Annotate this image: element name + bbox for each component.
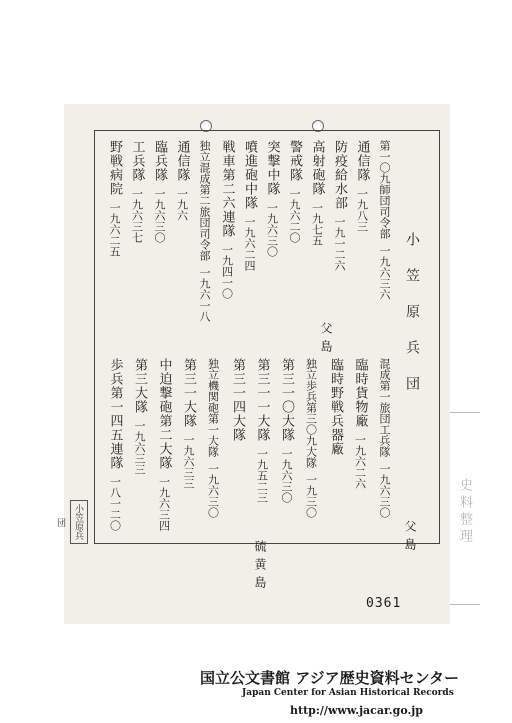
unit-column xyxy=(107,358,123,531)
unit-name: 臨兵隊 xyxy=(152,140,167,182)
unit-count: 一九六三七 xyxy=(130,188,144,243)
unit-count: 一九七五 xyxy=(310,202,324,246)
archive-stamp: 小笠原兵団 xyxy=(70,500,88,544)
unit-count: 一九四一〇 xyxy=(220,244,234,299)
unit-count: 一九六二五 xyxy=(108,202,121,257)
unit-column xyxy=(205,358,221,518)
page-number: 0361 xyxy=(366,596,402,611)
unit-count: 一九六三〇 xyxy=(153,188,166,243)
unit-count: 一九八三 xyxy=(355,188,369,232)
unit-name: 突撃中隊 xyxy=(264,140,280,196)
footer-org-en: Japan Center for Asian Historical Records xyxy=(242,688,454,698)
unit-column xyxy=(219,140,235,299)
unit-column xyxy=(264,140,280,257)
unit-count: 一八一二〇 xyxy=(108,476,122,531)
unit-name: 噴進砲中隊 xyxy=(242,140,257,210)
unit-count: 一九六二六 xyxy=(353,434,367,489)
unit-count: 一九六三三 xyxy=(133,420,146,475)
unit-column xyxy=(309,140,325,246)
unit-column xyxy=(156,358,172,531)
unit-column xyxy=(174,140,190,221)
unit-column xyxy=(376,140,392,300)
unit-name: 戦車第二六連隊 xyxy=(219,140,235,238)
unit-column xyxy=(303,358,319,518)
unit-count: 一九六三六 xyxy=(378,245,391,300)
unit-name: 警戒隊 xyxy=(287,140,302,182)
unit-column xyxy=(331,140,347,271)
unit-column xyxy=(241,140,257,271)
unit-name: 通信隊 xyxy=(174,140,190,182)
unit-name: 第三大隊 xyxy=(132,358,147,414)
unit-column xyxy=(354,140,370,232)
unit-column xyxy=(254,358,270,503)
unit-count: 一九六三三 xyxy=(182,434,195,489)
unit-name: 高射砲隊 xyxy=(309,140,325,196)
unit-name: 混成第一旅団工兵隊 xyxy=(378,358,391,457)
footer-org-ja: 国立公文書館 アジア歴史資料センター xyxy=(200,669,460,687)
unit-column xyxy=(180,358,196,489)
unit-name: 第一〇九師団司令部 xyxy=(378,140,391,239)
divider xyxy=(450,412,480,413)
unit-name: 臨時貨物廠 xyxy=(352,358,368,428)
footer-url: http://www.jacar.go.jp xyxy=(290,704,423,717)
unit-column xyxy=(229,358,245,448)
unit-name: 野戦病院 xyxy=(107,140,122,196)
unit-count: 一九五二三 xyxy=(255,448,269,503)
unit-count: 一九三〇 xyxy=(304,474,318,518)
unit-column xyxy=(352,358,368,489)
unit-name: 独立混成第二旅団司令部 xyxy=(198,140,211,261)
unit-name: 第三一〇大隊 xyxy=(279,358,294,442)
unit-count: 一九六 xyxy=(175,188,189,221)
unit-count: 一九六三〇 xyxy=(280,448,293,503)
unit-count: 一九六二〇 xyxy=(288,188,301,243)
unit-column xyxy=(278,358,294,503)
unit-name: 通信隊 xyxy=(354,140,370,182)
unit-name: 防疫給水部 xyxy=(332,140,347,210)
lower-location-label: 硫黄島 xyxy=(253,540,267,594)
unit-column xyxy=(151,140,167,243)
unit-count: 一九六三四 xyxy=(157,476,171,531)
unit-name: 第三一一大隊 xyxy=(254,358,270,442)
document-title: 小笠原兵団 xyxy=(404,232,420,412)
unit-name: 第三一四大隊 xyxy=(230,358,245,442)
unit-name: 工兵隊 xyxy=(129,140,145,182)
unit-count: 一九六三〇 xyxy=(206,463,220,518)
unit-name: 独立歩兵第三〇九大隊 xyxy=(304,358,318,468)
unit-column xyxy=(196,140,212,322)
unit-name: 第三一大隊 xyxy=(181,358,196,428)
unit-column xyxy=(129,140,145,243)
unit-count: 一九六一八 xyxy=(198,267,211,322)
unit-column xyxy=(327,358,343,462)
divider xyxy=(450,604,480,605)
unit-column xyxy=(286,140,302,243)
lower-location-label: 父島 xyxy=(403,520,417,556)
unit-count: 一九六三〇 xyxy=(378,463,391,518)
unit-column xyxy=(106,140,122,257)
unit-name: 歩兵第一四五連隊 xyxy=(107,358,123,470)
upper-location-label: 父島 xyxy=(319,322,333,358)
unit-count: 一九六三〇 xyxy=(265,202,279,257)
unit-name: 中迫撃砲第二大隊 xyxy=(156,358,172,470)
side-stamp: 史料整理 xyxy=(457,478,472,546)
unit-name: 独立機関砲第一大隊 xyxy=(206,358,220,457)
unit-count: 一九一二六 xyxy=(333,216,346,271)
unit-name: 臨時野戦兵器廠 xyxy=(328,358,343,456)
unit-count: 一九六二四 xyxy=(243,216,256,271)
unit-column xyxy=(131,358,147,475)
unit-column xyxy=(376,358,392,518)
